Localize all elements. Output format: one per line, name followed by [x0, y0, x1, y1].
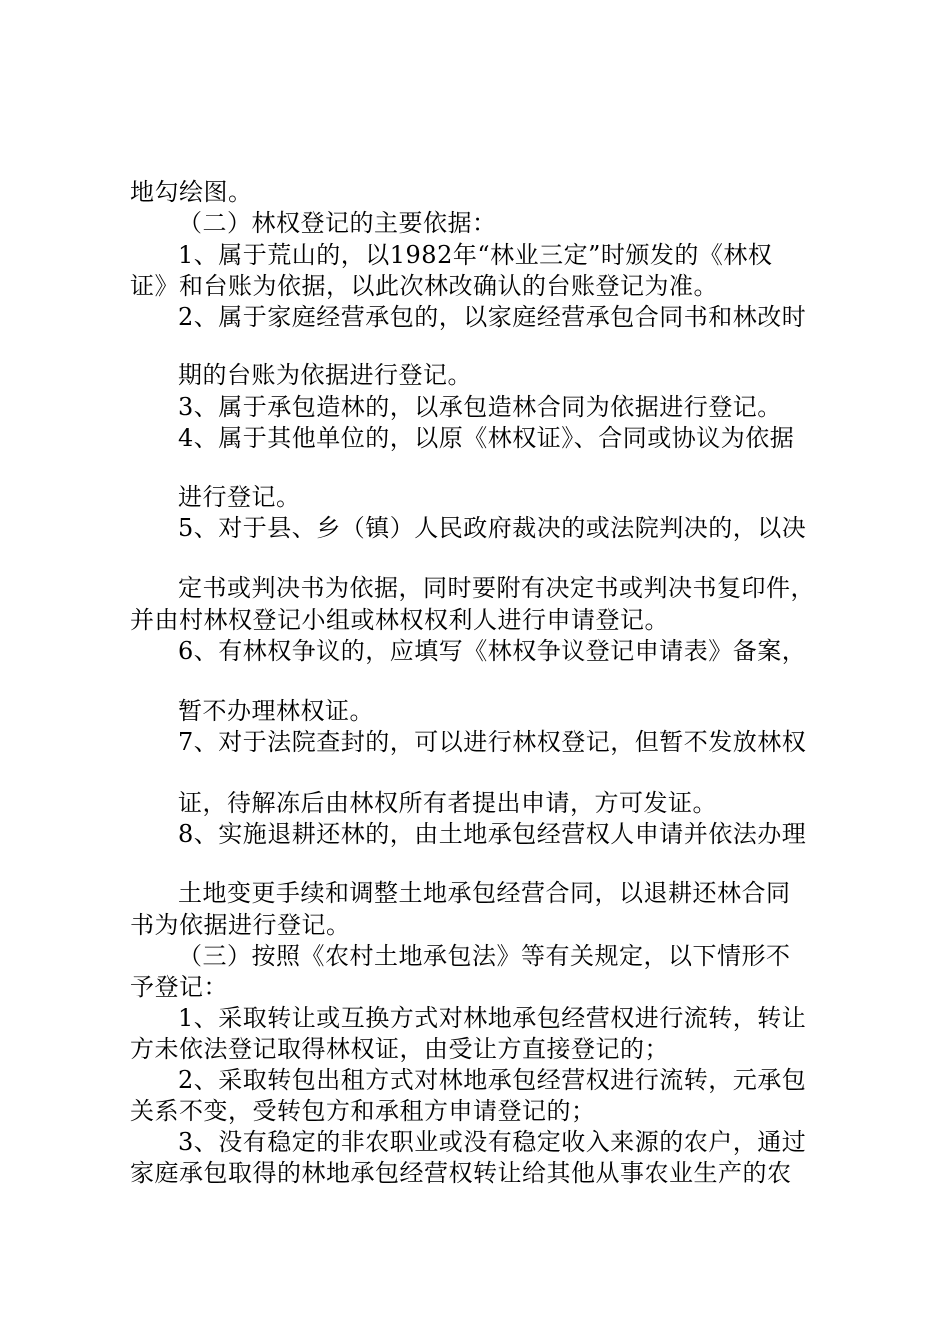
text-line: 5、对于县、乡（镇）人民政府裁决的或法院判决的，以决 — [178, 514, 807, 542]
text-line: 并由村林权登记小组或林权权利人进行申请登记。 — [130, 606, 669, 634]
text-line: 关系不变，受转包方和承租方申请登记的； — [130, 1097, 596, 1125]
text-line: 7、对于法院查封的，可以进行林权登记，但暂不发放林权 — [178, 728, 807, 756]
text-line: 2、属于家庭经营承包的，以家庭经营承包合同书和林改时 — [178, 303, 807, 331]
text-line: 期的台账为依据进行登记。 — [178, 361, 472, 389]
text-line: 3、属于承包造林的，以承包造林合同为依据进行登记。 — [178, 393, 782, 421]
text-line: 予登记： — [130, 973, 228, 1001]
text-line: 证》和台账为依据，以此次林改确认的台账登记为准。 — [130, 272, 718, 300]
text-line: 1、属于荒山的，以1982年“林业三定”时颁发的《林权 — [178, 241, 773, 269]
text-line: 书为依据进行登记。 — [130, 911, 351, 939]
text-line: 6、有林权争议的，应填写《林权争议登记申请表》备案， — [178, 637, 807, 665]
text-line: 4、属于其他单位的，以原《林权证》、合同或协议为依据 — [178, 424, 795, 452]
text-line: 土地变更手续和调整土地承包经营合同，以退耕还林合同 — [178, 879, 791, 907]
section-heading: （三）按照《农村土地承包法》等有关规定，以下情形不 — [178, 942, 791, 970]
text-line: 进行登记。 — [178, 483, 301, 511]
text-line: 3、没有稳定的非农职业或没有稳定收入来源的农户，通过 — [178, 1128, 807, 1156]
section-heading: （二）林权登记的主要依据： — [178, 209, 497, 237]
text-line: 1、采取转让或互换方式对林地承包经营权进行流转，转让 — [178, 1004, 807, 1032]
text-line: 地勾绘图。 — [130, 178, 253, 206]
text-line: 家庭承包取得的林地承包经营权转让给其他从事农业生产的农 — [130, 1159, 792, 1187]
text-line: 8、实施退耕还林的，由土地承包经营权人申请并依法办理 — [178, 820, 807, 848]
text-line: 暂不办理林权证。 — [178, 697, 374, 725]
text-line: 2、采取转包出租方式对林地承包经营权进行流转，元承包 — [178, 1066, 807, 1094]
text-line: 证，待解冻后由林权所有者提出申请，方可发证。 — [178, 789, 717, 817]
text-line: 定书或判决书为依据，同时要附有决定书或判决书复印件， — [178, 574, 815, 602]
text-line: 方未依法登记取得林权证，由受让方直接登记的； — [130, 1035, 669, 1063]
